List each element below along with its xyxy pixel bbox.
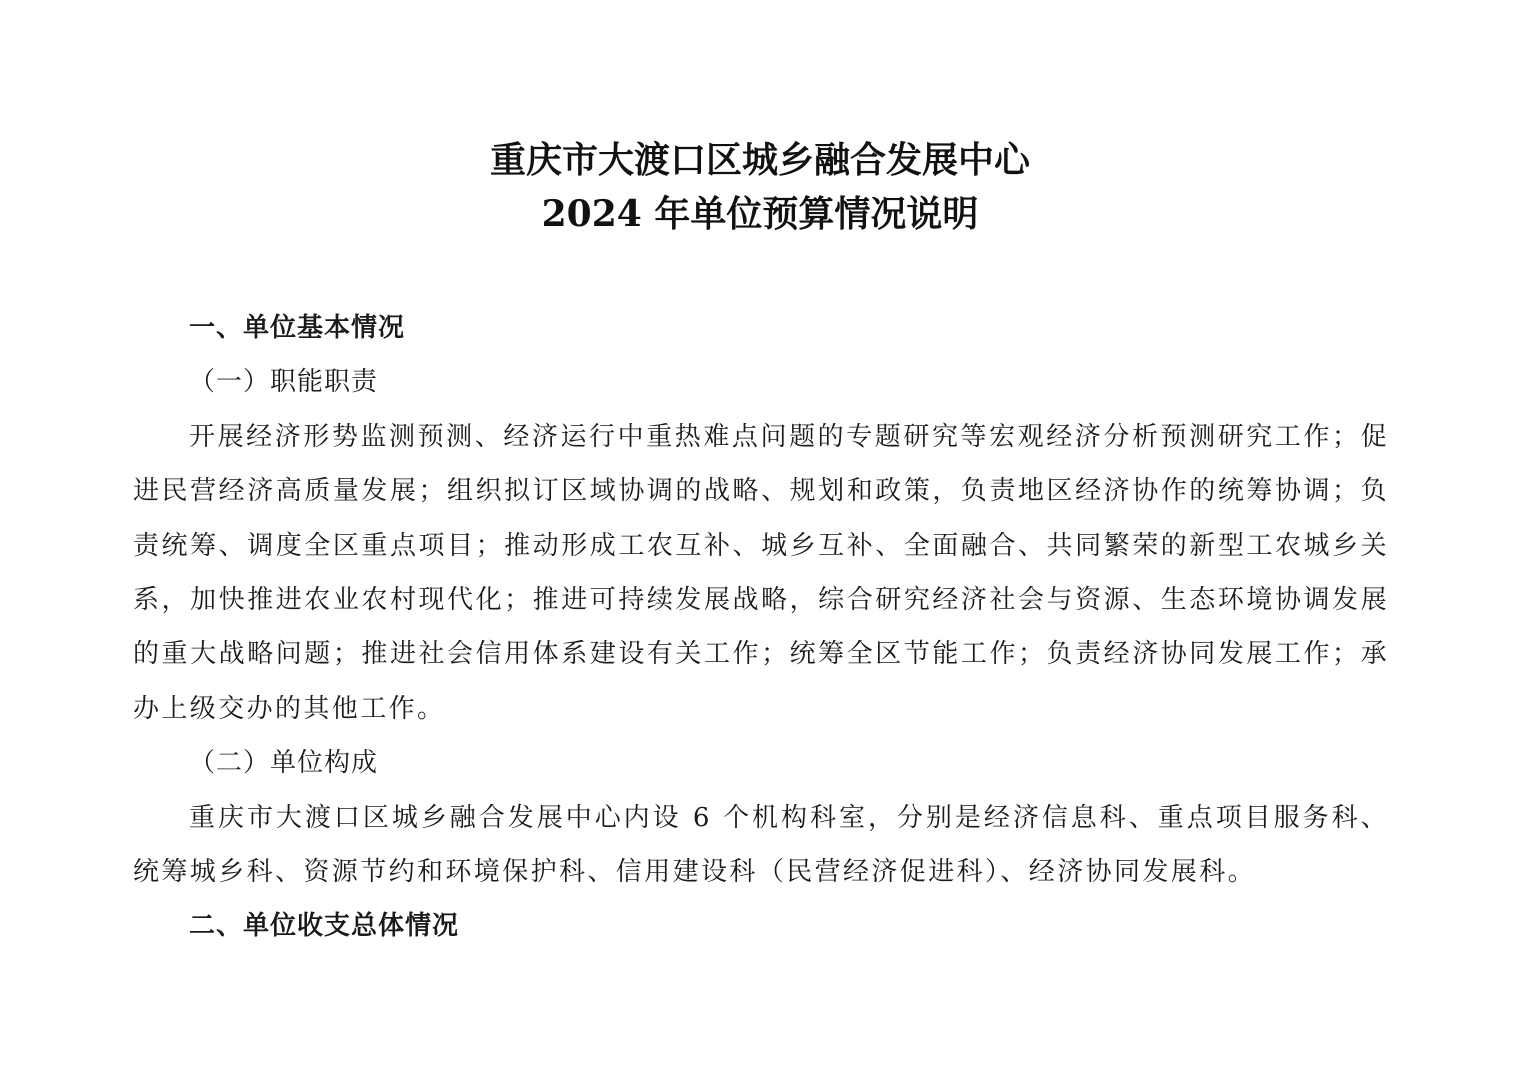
section-heading-basic-info: 一、单位基本情况	[189, 313, 406, 343]
document-body	[133, 301, 1389, 954]
subsection-heading-duties: （一）职能职责	[189, 367, 379, 398]
document-title: 重庆市大渡口区城乡融合发展中心	[489, 139, 1030, 181]
composition-paragraph: 重庆市大渡口区城乡融合发展中心内设 6 个机构科室，分别是经济信息科、重点项目服务科、统筹城乡科、资源节约和环境保护科、信用建设科（民营经济促进科）、经济协同发展科。	[133, 802, 1389, 888]
section-heading-budget-overview: 二、单位收支总体情况	[189, 911, 460, 942]
document-subtitle: 2024 年单位预算情况说明	[541, 193, 979, 235]
subsection-heading-composition: （二）单位构成	[189, 748, 379, 779]
duties-paragraph: 开展经济形势监测预测、经济运行中重热难点问题的专题研究等宏观经济分析预测研究工作；促进民营经济高质量发展；组织拟订区域协调的战略、规划和政策，负责地区经济协作的统筹协调；负责统筹、调度全区重点项目；推动形成工农互补、城乡互补、全面融合、共同繁荣的新型工农城乡关系，加快推进农业农村现代化；推进可持续发展战略，综合研究经济社会与资源、生态环境协调发展的重大战略问题；推进社会信用体系建设有关工作；统筹全区节能工作；负责经济协同发展工作；承办上级交办的其他工作。	[133, 421, 1389, 724]
